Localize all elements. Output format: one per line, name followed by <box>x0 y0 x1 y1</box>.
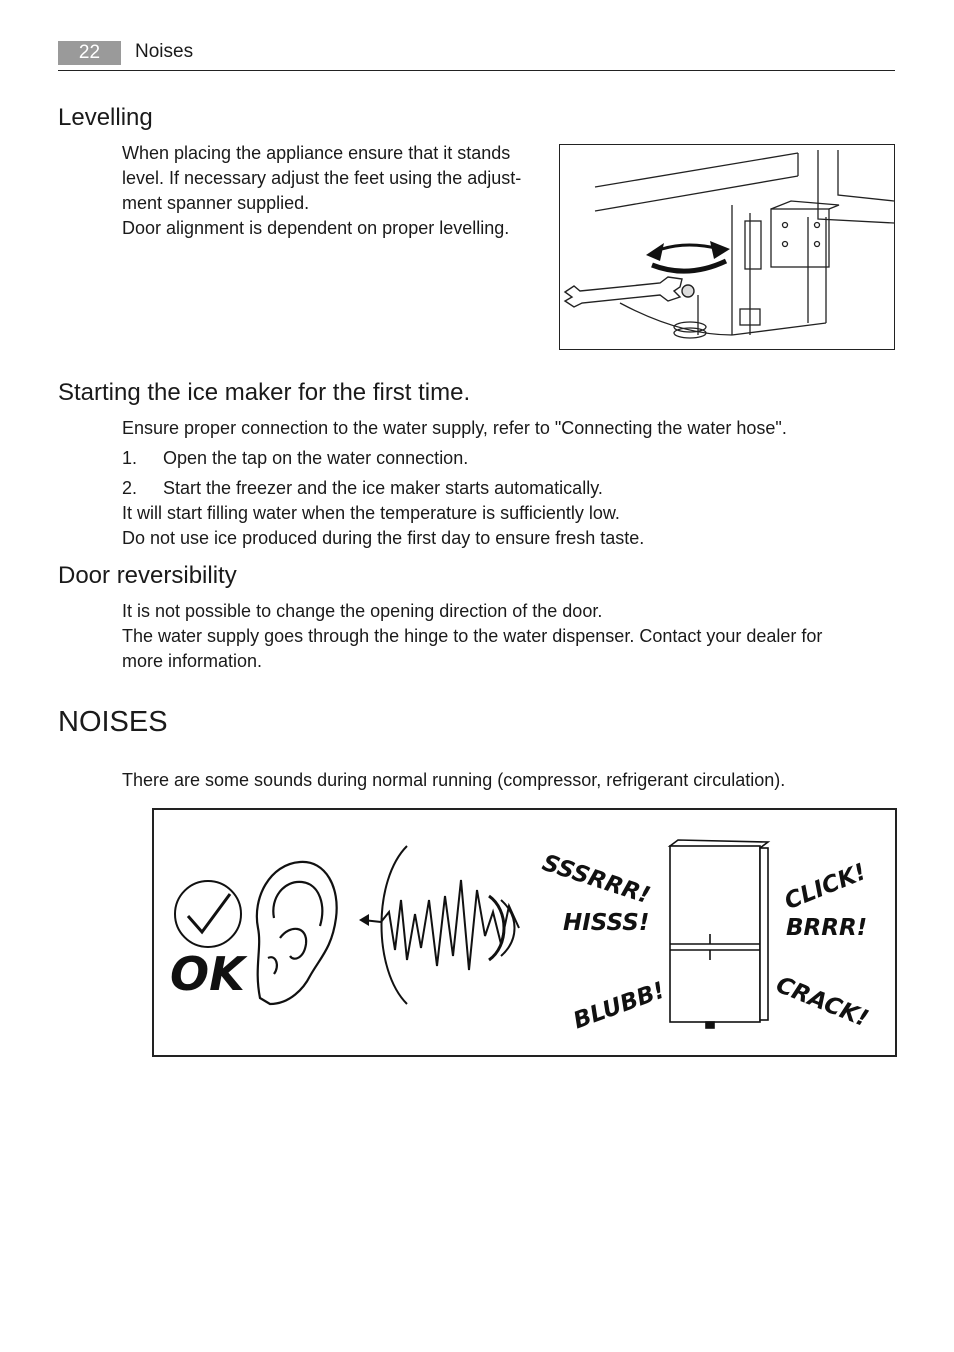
levelling-line: ment spanner supplied. <box>122 193 310 213</box>
levelling-illustration <box>559 144 895 350</box>
spanner-icon <box>565 277 694 307</box>
sound-label: BRRR! <box>786 915 868 941</box>
door-heading: Door reversibility <box>58 562 237 589</box>
step-text: Open the tap on the water connection. <box>163 448 469 468</box>
levelling-line: level. If necessary adjust the feet using the adjust- <box>122 168 522 188</box>
fridge-icon <box>664 836 774 1032</box>
sound-wave-icon <box>359 840 544 1010</box>
sound-label: CLICK! <box>781 859 870 916</box>
ear-icon <box>250 858 342 1008</box>
levelling-drawing <box>560 145 894 349</box>
checkmark-icon <box>172 878 244 950</box>
ok-label: OK <box>170 947 245 1001</box>
sound-label: HISSS! <box>563 910 650 936</box>
sound-label: BLUBB! <box>570 977 669 1035</box>
step-text: Start the freezer and the ice maker starts automatically. <box>163 478 603 498</box>
step-number: 1. <box>122 448 138 468</box>
levelling-line: When placing the appliance ensure that it stands <box>122 143 511 163</box>
header-divider <box>58 70 895 71</box>
ice-maker-note: It will start filling water when the temperature is sufficiently low. <box>122 503 620 523</box>
door-line: The water supply goes through the hinge to the water dispenser. Contact your dealer for <box>122 626 823 646</box>
page-number: 22 <box>58 41 121 65</box>
sound-label: CRACK! <box>772 972 872 1033</box>
ice-maker-note: Do not use ice produced during the first day to ensure fresh taste. <box>122 528 645 548</box>
door-line: more information. <box>122 651 263 671</box>
noises-title: NOISES <box>58 706 168 738</box>
step-number: 2. <box>122 478 138 498</box>
levelling-line: Door alignment is dependent on proper levelling. <box>122 218 510 238</box>
levelling-heading: Levelling <box>58 104 153 131</box>
noises-illustration <box>152 808 897 1057</box>
ice-maker-heading: Starting the ice maker for the first time. <box>58 379 471 406</box>
running-header: Noises <box>135 41 194 62</box>
noises-intro: There are some sounds during normal running (compressor, refrigerant circulation). <box>122 770 786 790</box>
sound-label: SSSRRR! <box>538 850 654 910</box>
ice-maker-intro: Ensure proper connection to the water supply, refer to "Connecting the water hose". <box>122 418 787 438</box>
door-line: It is not possible to change the opening direction of the door. <box>122 601 603 621</box>
